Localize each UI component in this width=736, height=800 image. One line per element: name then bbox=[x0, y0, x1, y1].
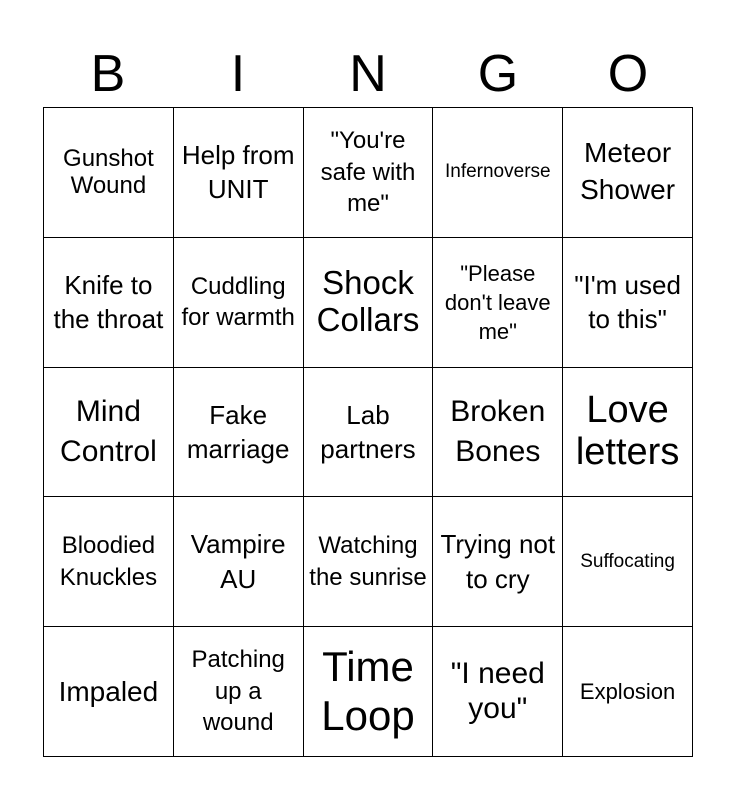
bingo-cell-r4-c2[interactable]: Vampire AU bbox=[174, 497, 304, 627]
bingo-cell-r2-c2[interactable]: Cuddling for warmth bbox=[174, 238, 304, 368]
header-letter-o: O bbox=[607, 45, 649, 103]
bingo-cell-r4-c1[interactable]: Bloodied Knuckles bbox=[44, 497, 174, 627]
bingo-cell-r1-c3[interactable]: "You're safe with me" bbox=[304, 108, 434, 238]
bingo-cell-r5-c4[interactable]: "I need you" bbox=[433, 627, 563, 757]
bingo-cell-r2-c1[interactable]: Knife to the throat bbox=[44, 238, 174, 368]
bingo-cell-r4-c4[interactable]: Trying not to cry bbox=[433, 497, 563, 627]
header-letter-b: B bbox=[90, 45, 126, 103]
bingo-cell-r4-c5[interactable]: Suffocating bbox=[563, 497, 693, 627]
bingo-cell-r3-c4[interactable]: Broken Bones bbox=[433, 368, 563, 498]
bingo-cell-r5-c1[interactable]: Impaled bbox=[44, 627, 174, 757]
bingo-cell-r4-c3[interactable]: Watching the sunrise bbox=[304, 497, 434, 627]
bingo-grid bbox=[43, 107, 693, 757]
bingo-cell-r3-c2[interactable]: Fake marriage bbox=[174, 368, 304, 498]
bingo-header bbox=[43, 40, 693, 108]
bingo-cell-r2-c4[interactable]: "Please don't leave me" bbox=[433, 238, 563, 368]
bingo-cell-r1-c1[interactable]: Gunshot Wound bbox=[44, 108, 174, 238]
bingo-cell-r5-c3[interactable]: Time Loop bbox=[304, 627, 434, 757]
bingo-cell-r2-c5[interactable]: "I'm used to this" bbox=[563, 238, 693, 368]
header-letter-g: G bbox=[477, 45, 519, 103]
bingo-cell-r3-c5[interactable]: Love letters bbox=[563, 368, 693, 498]
bingo-cell-r2-c3[interactable]: Shock Collars bbox=[304, 238, 434, 368]
bingo-cell-r3-c3[interactable]: Lab partners bbox=[304, 368, 434, 498]
bingo-cell-r1-c5[interactable]: Meteor Shower bbox=[563, 108, 693, 238]
header-letter-i: I bbox=[230, 45, 246, 103]
header-letter-n: N bbox=[349, 45, 387, 103]
bingo-cell-r1-c2[interactable]: Help from UNIT bbox=[174, 108, 304, 238]
bingo-cell-r1-c4[interactable]: Infernoverse bbox=[433, 108, 563, 238]
bingo-cell-r5-c5[interactable]: Explosion bbox=[563, 627, 693, 757]
bingo-cell-r5-c2[interactable]: Patching up a wound bbox=[174, 627, 304, 757]
bingo-cell-r3-c1[interactable]: Mind Control bbox=[44, 368, 174, 498]
